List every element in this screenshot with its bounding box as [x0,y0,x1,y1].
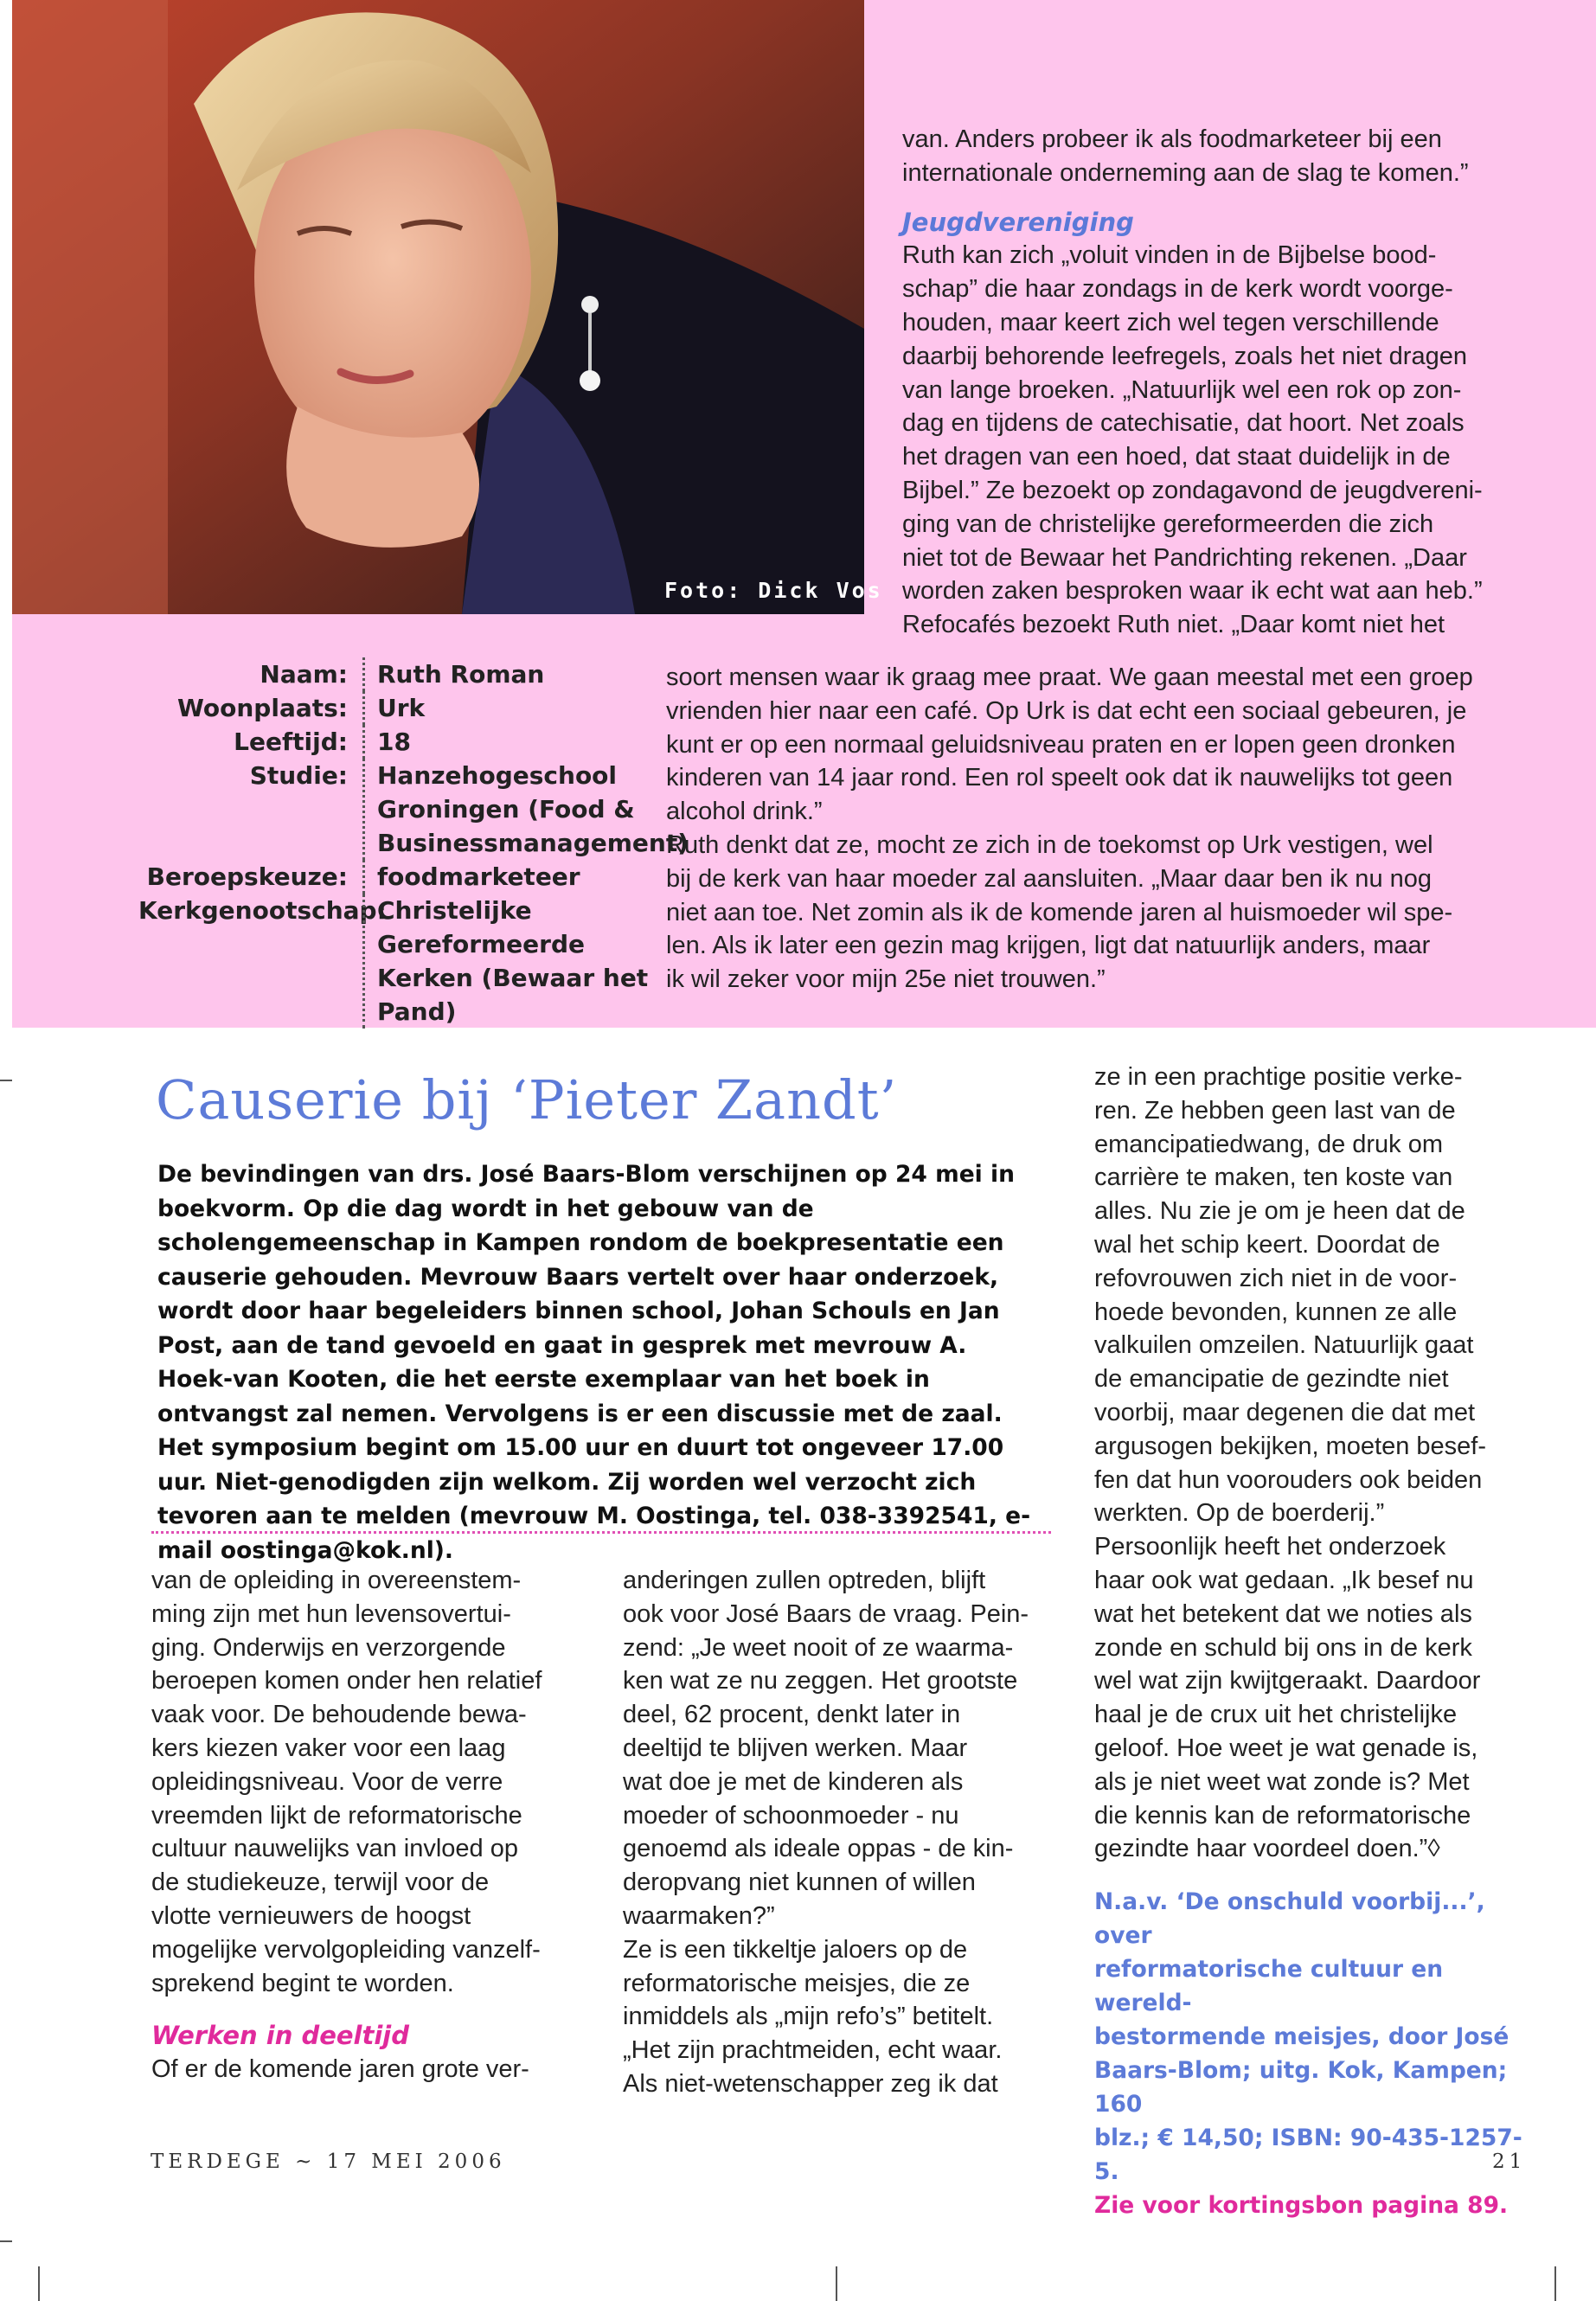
text-line: mogelijke vervolgopleiding vanzelf- [151,1935,541,1964]
profile-value: Hanzehogeschool Groningen (Food & Businessmanagement) [362,759,654,860]
crop-mark [1554,2266,1556,2301]
text-line: Of er de komende jaren grote ver- [151,2055,529,2084]
subhead-werken-in-deeltijd: Werken in deeltijd [151,2021,409,2051]
book-info-line: N.a.v. ‘De onschuld voorbij...’, over [1094,1888,1485,1950]
text-line: soort mensen waar ik graag mee praat. We gaan meestal met een groep [666,663,1473,691]
profile-table [138,657,689,1029]
text-line: niet aan toe. Net zomin als ik de komende jaren al huismoeder wil spe- [666,898,1453,926]
top-article-lower [666,661,1587,997]
profile-label: Kerkgenootschap: [138,896,387,925]
text-line: argusogen bekijken, moeten besef- [1094,1432,1487,1460]
profile-row [138,860,654,894]
profile-row [138,691,654,725]
text-line: van. Anders probeer ik als foodmarketeer bij een [902,125,1442,153]
text-line: opleidingsniveau. Voor de verre [151,1767,503,1796]
book-info-line: Baars-Blom; uitg. Kok, Kampen; 160 [1094,2057,1508,2118]
text-line: vaak voor. De behoudende bewa- [151,1701,527,1729]
profile-row [138,894,654,1029]
text-line: de emancipatie de gezindte niet [1094,1365,1449,1394]
column-2 [623,1564,1055,2101]
text-line: „Het zijn prachtmeiden, echt waar. [623,2036,1003,2065]
text-line: internationale onderneming aan de slag te komen.” [902,158,1469,187]
text-line: zonde en schuld bij ons in de kerk [1094,1633,1472,1662]
text-line: anderingen zullen optreden, blijft [623,1567,986,1594]
text-line: van lange broeken. „Natuurlijk wel een rok op zon- [902,375,1462,404]
text-line: haal je de crux uit het christelijke [1094,1701,1458,1729]
text-line: bij de kerk van haar moeder zal aansluiten. „Maar daar ben ik nu nog [666,864,1433,893]
text-line: alles. Nu zie je om je heen dat de [1094,1197,1465,1226]
text-line: len. Als ik later een gezin mag krijgen, ligt dat natuurlijk anders, maar [666,932,1431,960]
text-line: houden, maar keert zich wel tegen verschillende [902,308,1439,336]
profile-label: Woonplaats: [177,694,348,722]
text-line: wat het betekent dat we noties als [1094,1599,1472,1628]
book-info-line: reformatorische cultuur en wereld- [1094,1956,1444,2017]
book-info-line: bestormende meisjes, door José [1094,2023,1509,2051]
top-article-upper [902,123,1586,642]
profile-label: Leeftijd: [234,727,348,756]
profile-label: Beroepskeuze: [146,862,348,891]
text-line: genoemd als ideale oppas - de kin- [623,1835,1014,1863]
text-line: reformatorische meisjes, die ze [623,1969,971,1997]
text-line: het dragen van een hoed, dat staat duidelijk in de [902,443,1451,471]
text-line: daarbij behorende leefregels, zoals het niet dragen [902,342,1467,370]
text-line: die kennis kan de reformatorische [1094,1801,1471,1830]
text-line: ze in een prachtige positie verke- [1094,1063,1463,1091]
profile-value: Urk [362,691,654,725]
footer-publication: TERDEGE ~ 17 MEI 2006 [151,2150,506,2173]
text-line: dag en tijdens de catechisatie, dat hoort. Net zoals [902,409,1465,438]
text-line: inmiddels als „mijn refo’s” betitelt. [623,2003,994,2031]
text-line: als je niet weet wat zonde is? Met [1094,1767,1470,1796]
text-line: wal het schip keert. Doordat de [1094,1230,1440,1259]
text-line: wel wat zijn kwijtgeraakt. Daardoor [1094,1667,1481,1695]
text-line: Ruth kan zich „voluit vinden in de Bijbelse bood- [902,241,1437,270]
text-line: deeltijd te blijven werken. Maar [623,1734,968,1762]
text-line: carrière te maken, ten koste van [1094,1163,1453,1192]
text-line: refovrouwen zich niet in de voor- [1094,1264,1458,1292]
profile-label: Naam: [260,660,348,689]
text-line: valkuilen omzeilen. Natuurlijk gaat [1094,1331,1474,1360]
text-line: zend: „Je weet nooit of ze waarma- [623,1633,1014,1662]
text-line: alcohol drink.” [666,798,823,826]
dotted-divider [151,1531,1051,1534]
text-line: Persoonlijk heeft het onderzoek [1094,1533,1446,1561]
text-line: haar ook wat gedaan. „Ik besef nu [1094,1566,1474,1594]
text-line: ook voor José Baars de vraag. Pein- [623,1599,1029,1628]
text-line: vreemden lijkt de reformatorische [151,1801,522,1830]
text-line: ik wil zeker voor mijn 25e niet trouwen.” [666,965,1106,994]
text-line: deel, 62 procent, denkt later in [623,1701,961,1729]
text-line: Bijbel.” Ze bezoekt op zondagavond de jeugdvereni- [902,476,1483,504]
text-line: worden zaken besproken waar ik echt wat aan heb.” [902,577,1483,606]
text-line: fen dat hun voorouders ook beiden [1094,1465,1483,1494]
text-line: vrienden hier naar een café. Op Urk is dat echt een sociaal gebeuren, je [666,696,1467,725]
text-line: ren. Ze hebben geen last van de [1094,1096,1456,1125]
column-3 [1094,1061,1544,2222]
book-info-line: blz.; € 14,50; ISBN: 90-435-1257-5. [1094,2125,1522,2186]
text-line: ging van de christelijke gereformeerden die zich [902,510,1434,538]
text-line: kinderen van 14 jaar rond. Een rol speelt ook dat ik nauwelijks tot geen [666,764,1453,792]
text-line: werkten. Op de boerderij.” [1094,1499,1385,1528]
text-line: hoede bevonden, kunnen ze alle [1094,1298,1458,1326]
causerie-lead: De bevindingen van drs. José Baars-Blom verschijnen op 24 mei in boekvorm. Op die dag wordt in het gebouw van de scholengemeenschap in Kampen rondom de boekpresentatie een causerie gehouden. Mevrouw Baars vertelt over haar onderzoek, wordt door haar begeleiders binnen school, Johan Schouls en Jan Post, aan de tand gevoeld en gaat in gesprek met mevrouw A. Hoek-van Kooten, die het eerste exemplaar van het boek in ontvangst zal nemen. Vervolgens is er een discussie met de zaal. Het symposium begint om 15.00 uur en duurt tot ongeveer 17.00 uur. Niet-genodigden zijn welkom. Zij worden wel verzocht zich tevoren aan te melden (mevrouw M. Oostinga, tel. 038-3392541, e-mail oostinga@kok.nl). [157,1161,1031,1564]
text-line: wat doe je met de kinderen als [623,1767,964,1796]
profile-value: foodmarketeer [362,860,654,894]
subhead-jeugdvereniging: Jeugdvereniging [902,207,1134,237]
text-line: gezindte haar voordeel doen.”◊ [1094,1835,1440,1863]
profile-value: Christelijke Gereformeerde Kerken (Bewaar het Pand) [362,894,654,1029]
text-line: waarmaken?” [623,1901,775,1930]
text-line: Als niet-wetenschapper zeg ik dat [623,2069,998,2098]
text-line: geloof. Hoe weet je wat genade is, [1094,1734,1478,1762]
text-line: vlotte vernieuwers de hoogst [151,1901,471,1930]
discount-note: Zie voor kortingsbon pagina 89. [1094,2192,1509,2220]
profile-row [138,759,689,860]
page-number: 21 [1492,2150,1527,2173]
text-line: sprekend begint te worden. [151,1969,454,1997]
profile-row [138,725,654,759]
text-line: Refocafés bezoekt Ruth niet. „Daar komt niet het [902,611,1445,639]
text-line: kers kiezen vaker voor een laag [151,1734,506,1762]
text-line: voorbij, maar degenen die dat met [1094,1398,1476,1426]
profile-row [138,657,654,691]
column-1 [151,1564,584,2086]
text-line: Ruth denkt dat ze, mocht ze zich in de toekomst op Urk vestigen, wel [666,830,1433,859]
text-line: emancipatiedwang, de druk om [1094,1130,1444,1158]
text-line: cultuur nauwelijks van invloed op [151,1835,518,1863]
crop-mark [836,2266,837,2301]
text-line: beroepen komen onder hen relatief [151,1667,542,1695]
crop-mark [38,2266,40,2301]
profile-value: 18 [362,725,654,759]
text-line: schap” die haar zondags in de kerk wordt voorge- [902,275,1453,304]
text-line: van de opleiding in overeenstem- [151,1567,522,1594]
crop-mark [0,1080,12,1081]
text-line: ging. Onderwijs en verzorgende [151,1633,506,1662]
causerie-title: Causerie bij ‘Pieter Zandt’ [156,1068,898,1131]
text-line: ming zijn met hun levensovertui- [151,1599,511,1628]
text-line: de studiekeuze, terwijl voor de [151,1868,490,1897]
profile-label: Studie: [249,761,348,790]
text-line: ken wat ze nu zeggen. Het grootste [623,1667,1018,1695]
text-line: kunt er op een normaal geluidsniveau praten en er lopen geen dronken [666,730,1456,759]
text-line: Ze is een tikkeltje jaloers op de [623,1935,968,1964]
text-line: moeder of schoonmoeder - nu [623,1801,959,1830]
text-line: niet tot de Bewaar het Pandrichting rekenen. „Daar [902,543,1467,572]
text-line: deropvang niet kunnen of willen [623,1868,976,1897]
photo-credit: Foto: Dick Vos [664,578,883,603]
portrait-photo [12,0,864,614]
profile-value: Ruth Roman [362,657,654,691]
crop-mark [0,2240,12,2242]
